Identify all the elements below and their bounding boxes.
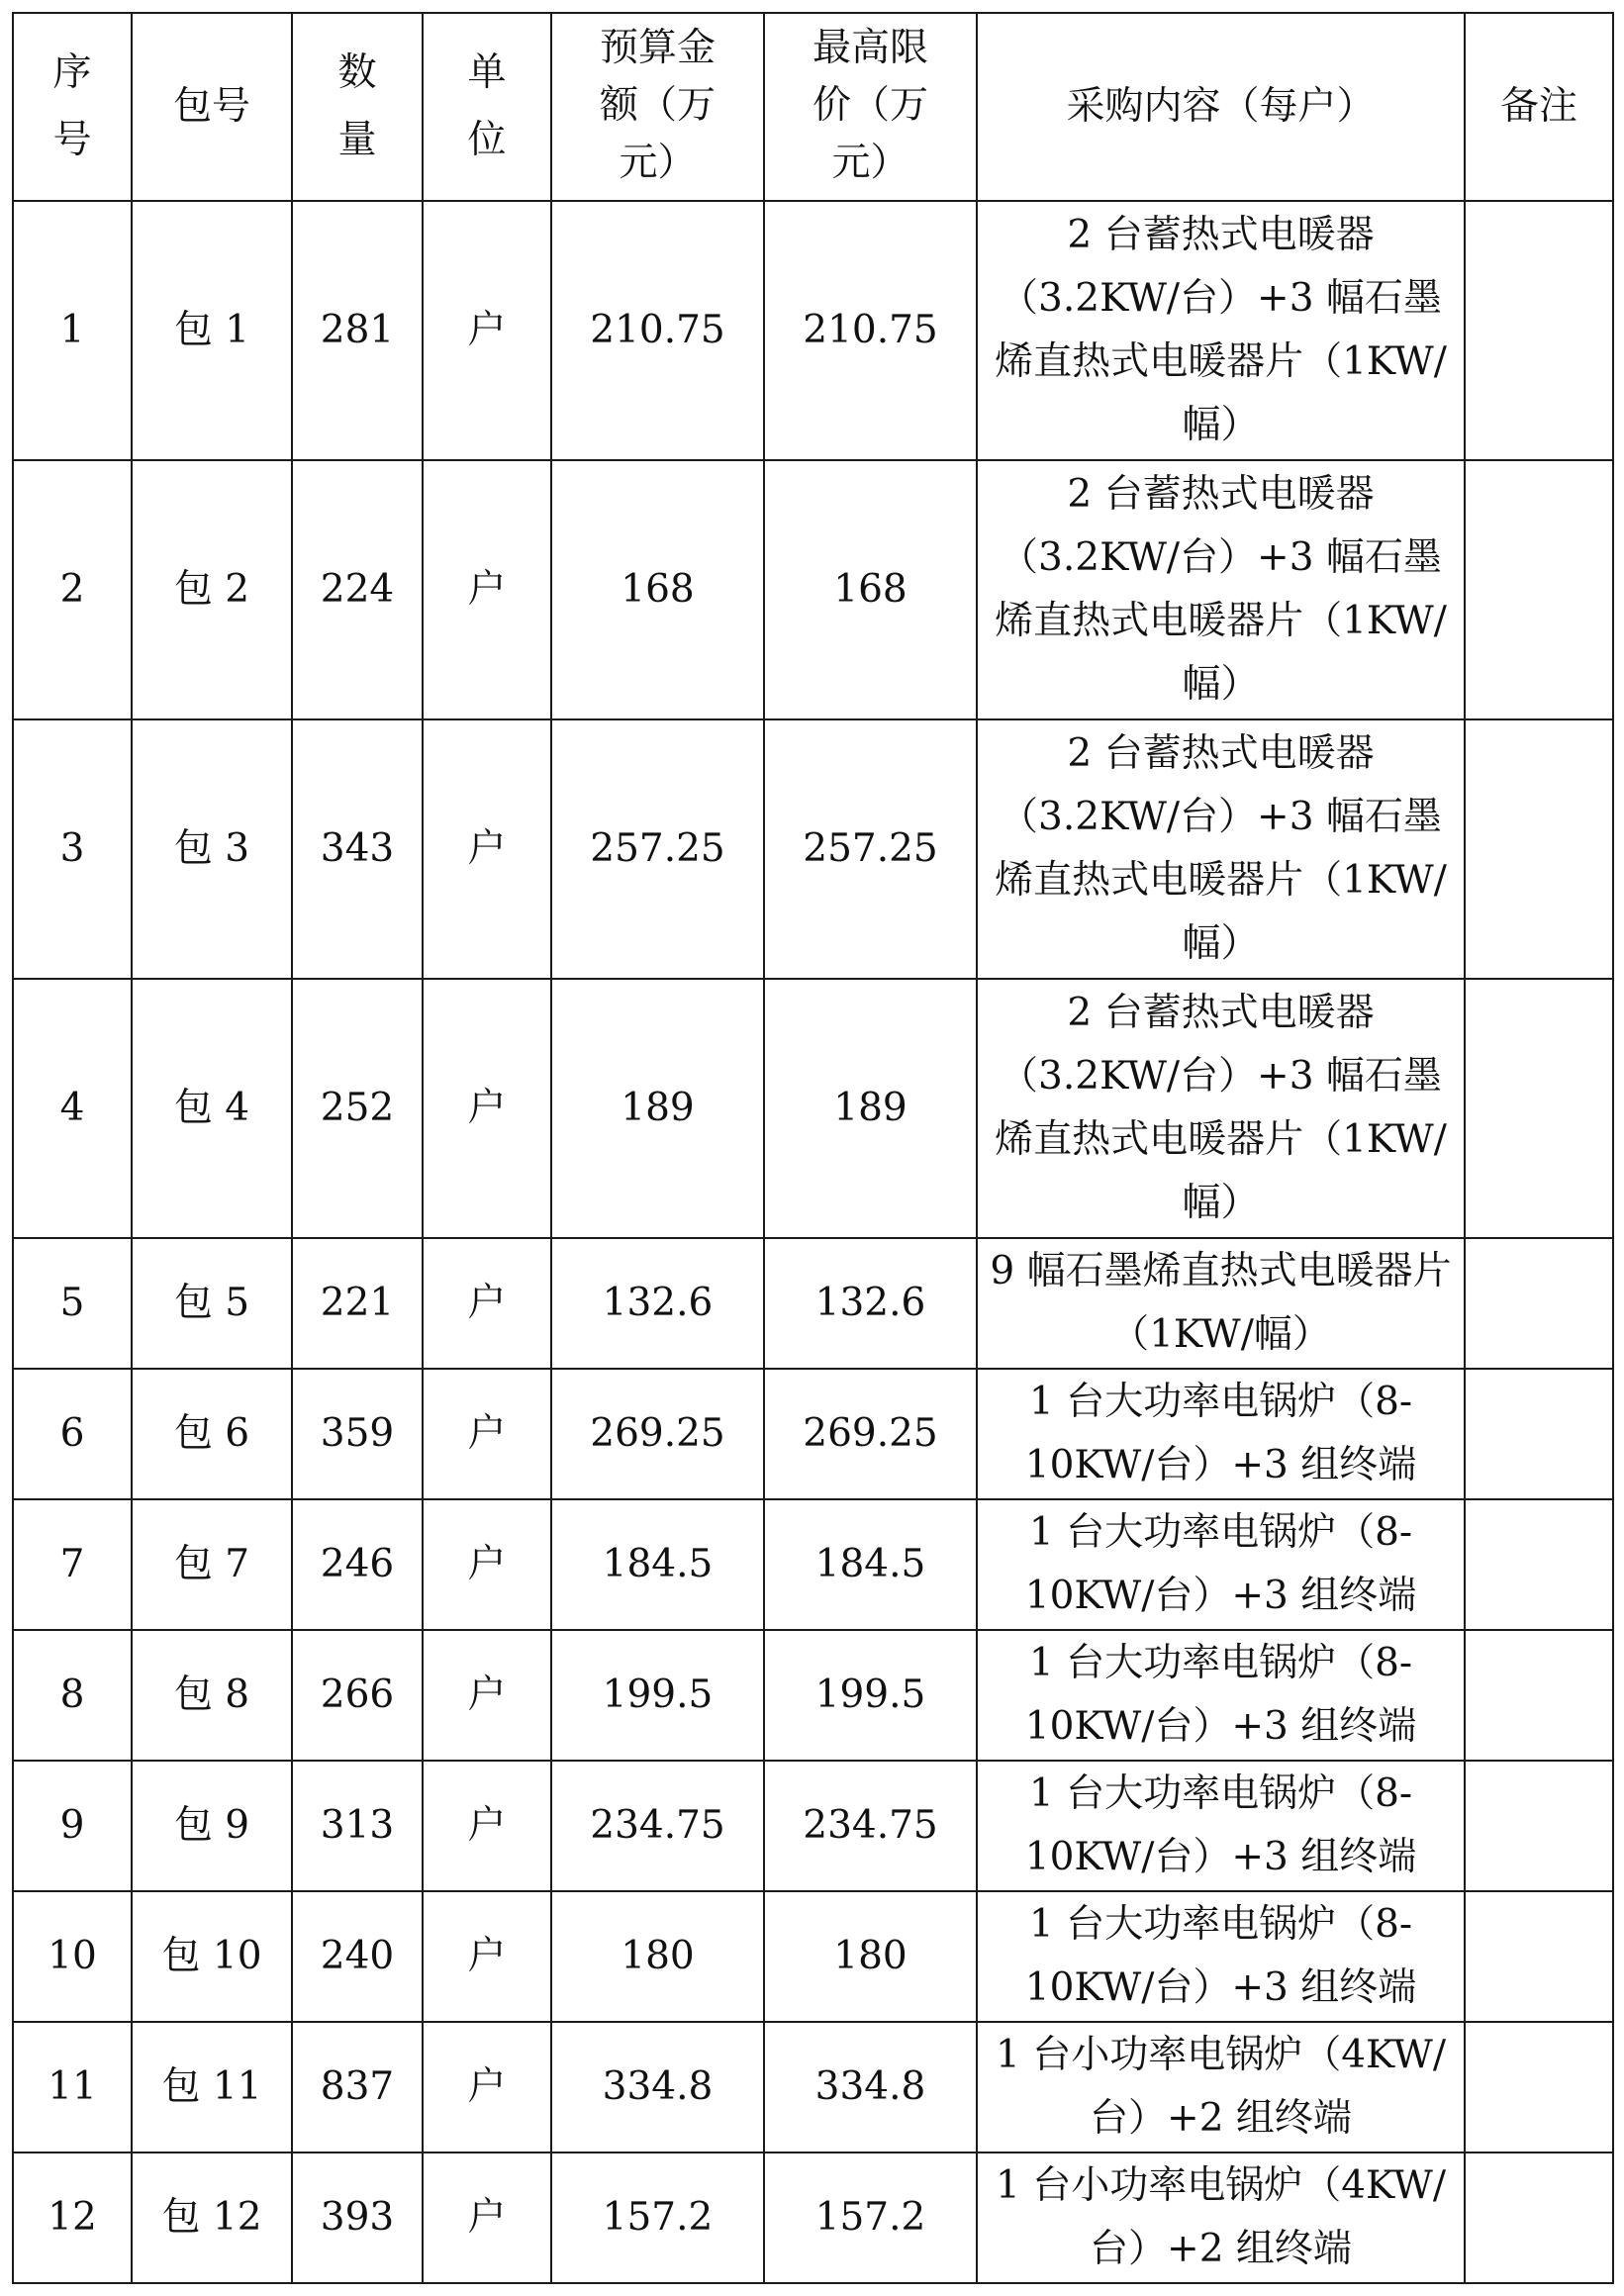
cell-package: 包 9 xyxy=(132,1761,292,1891)
cell-package: 包 7 xyxy=(132,1499,292,1630)
table-body xyxy=(13,201,1613,2283)
cell-quantity: 393 xyxy=(292,2152,423,2283)
cell-package: 包 4 xyxy=(132,979,292,1238)
cell-package: 包 6 xyxy=(132,1369,292,1499)
header-remarks: 备注 xyxy=(1465,13,1613,201)
cell-unit: 户 xyxy=(423,1761,551,1891)
cell-content: 9 幅石墨烯直热式电暖器片（1KW/幅） xyxy=(977,1238,1465,1369)
cell-package: 包 12 xyxy=(132,2152,292,2283)
table-row xyxy=(13,460,1613,719)
cell-max-price: 168 xyxy=(764,460,977,719)
cell-seq: 6 xyxy=(13,1369,132,1499)
cell-package: 包 3 xyxy=(132,719,292,979)
cell-quantity: 266 xyxy=(292,1630,423,1761)
table-row xyxy=(13,1761,1613,1891)
table-row xyxy=(13,201,1613,460)
cell-remarks xyxy=(1465,979,1613,1238)
header-quantity: 数量 xyxy=(292,13,423,201)
cell-content: 1 台小功率电锅炉（4KW/台）+2 组终端 xyxy=(977,2152,1465,2283)
cell-unit: 户 xyxy=(423,460,551,719)
cell-max-price: 210.75 xyxy=(764,201,977,460)
table-row xyxy=(13,1499,1613,1630)
cell-quantity: 343 xyxy=(292,719,423,979)
cell-quantity: 359 xyxy=(292,1369,423,1499)
cell-remarks xyxy=(1465,460,1613,719)
cell-budget: 168 xyxy=(551,460,764,719)
cell-seq: 5 xyxy=(13,1238,132,1369)
cell-quantity: 240 xyxy=(292,1891,423,2022)
header-budget: 预算金额（万元） xyxy=(551,13,764,201)
header-unit: 单位 xyxy=(423,13,551,201)
cell-remarks xyxy=(1465,2022,1613,2152)
cell-quantity: 281 xyxy=(292,201,423,460)
cell-seq: 4 xyxy=(13,979,132,1238)
cell-remarks xyxy=(1465,1238,1613,1369)
cell-budget: 189 xyxy=(551,979,764,1238)
cell-seq: 10 xyxy=(13,1891,132,2022)
cell-max-price: 334.8 xyxy=(764,2022,977,2152)
cell-content: 1 台大功率电锅炉（8-10KW/台）+3 组终端 xyxy=(977,1630,1465,1761)
cell-max-price: 199.5 xyxy=(764,1630,977,1761)
cell-content: 1 台大功率电锅炉（8-10KW/台）+3 组终端 xyxy=(977,1499,1465,1630)
cell-max-price: 184.5 xyxy=(764,1499,977,1630)
cell-max-price: 269.25 xyxy=(764,1369,977,1499)
table-row xyxy=(13,1238,1613,1369)
table-row xyxy=(13,1369,1613,1499)
cell-seq: 3 xyxy=(13,719,132,979)
cell-quantity: 313 xyxy=(292,1761,423,1891)
table-row xyxy=(13,2022,1613,2152)
cell-content: 1 台大功率电锅炉（8-10KW/台）+3 组终端 xyxy=(977,1761,1465,1891)
cell-package: 包 1 xyxy=(132,201,292,460)
cell-content: 1 台大功率电锅炉（8-10KW/台）+3 组终端 xyxy=(977,1891,1465,2022)
cell-remarks xyxy=(1465,201,1613,460)
cell-max-price: 234.75 xyxy=(764,1761,977,1891)
cell-unit: 户 xyxy=(423,2152,551,2283)
cell-quantity: 837 xyxy=(292,2022,423,2152)
procurement-table xyxy=(12,12,1614,2284)
cell-quantity: 224 xyxy=(292,460,423,719)
cell-budget: 234.75 xyxy=(551,1761,764,1891)
cell-remarks xyxy=(1465,1369,1613,1499)
cell-package: 包 11 xyxy=(132,2022,292,2152)
cell-content: 1 台大功率电锅炉（8-10KW/台）+3 组终端 xyxy=(977,1369,1465,1499)
cell-max-price: 132.6 xyxy=(764,1238,977,1369)
cell-package: 包 8 xyxy=(132,1630,292,1761)
cell-remarks xyxy=(1465,719,1613,979)
cell-budget: 184.5 xyxy=(551,1499,764,1630)
cell-budget: 157.2 xyxy=(551,2152,764,2283)
cell-unit: 户 xyxy=(423,719,551,979)
cell-content: 2 台蓄热式电暖器（3.2KW/台）+3 幅石墨烯直热式电暖器片（1KW/幅） xyxy=(977,201,1465,460)
cell-max-price: 157.2 xyxy=(764,2152,977,2283)
cell-content: 2 台蓄热式电暖器（3.2KW/台）+3 幅石墨烯直热式电暖器片（1KW/幅） xyxy=(977,719,1465,979)
table-row xyxy=(13,1891,1613,2022)
table-row xyxy=(13,979,1613,1238)
cell-quantity: 246 xyxy=(292,1499,423,1630)
header-row xyxy=(13,13,1613,201)
table-row xyxy=(13,719,1613,979)
cell-budget: 132.6 xyxy=(551,1238,764,1369)
cell-seq: 12 xyxy=(13,2152,132,2283)
cell-package: 包 2 xyxy=(132,460,292,719)
cell-budget: 269.25 xyxy=(551,1369,764,1499)
cell-unit: 户 xyxy=(423,201,551,460)
cell-unit: 户 xyxy=(423,1238,551,1369)
cell-remarks xyxy=(1465,1761,1613,1891)
header-package: 包号 xyxy=(132,13,292,201)
cell-unit: 户 xyxy=(423,1891,551,2022)
table-row xyxy=(13,1630,1613,1761)
cell-budget: 180 xyxy=(551,1891,764,2022)
cell-remarks xyxy=(1465,1891,1613,2022)
cell-package: 包 5 xyxy=(132,1238,292,1369)
table-header xyxy=(13,13,1613,201)
cell-unit: 户 xyxy=(423,979,551,1238)
cell-content: 2 台蓄热式电暖器（3.2KW/台）+3 幅石墨烯直热式电暖器片（1KW/幅） xyxy=(977,460,1465,719)
cell-budget: 334.8 xyxy=(551,2022,764,2152)
cell-unit: 户 xyxy=(423,1369,551,1499)
cell-unit: 户 xyxy=(423,1499,551,1630)
table-row xyxy=(13,2152,1613,2283)
cell-seq: 9 xyxy=(13,1761,132,1891)
header-seq: 序号 xyxy=(13,13,132,201)
cell-seq: 11 xyxy=(13,2022,132,2152)
cell-seq: 7 xyxy=(13,1499,132,1630)
cell-remarks xyxy=(1465,1630,1613,1761)
cell-budget: 199.5 xyxy=(551,1630,764,1761)
cell-budget: 257.25 xyxy=(551,719,764,979)
cell-content: 2 台蓄热式电暖器（3.2KW/台）+3 幅石墨烯直热式电暖器片（1KW/幅） xyxy=(977,979,1465,1238)
cell-quantity: 221 xyxy=(292,1238,423,1369)
cell-max-price: 189 xyxy=(764,979,977,1238)
cell-budget: 210.75 xyxy=(551,201,764,460)
cell-unit: 户 xyxy=(423,1630,551,1761)
header-max-price: 最高限价（万元） xyxy=(764,13,977,201)
cell-seq: 8 xyxy=(13,1630,132,1761)
cell-unit: 户 xyxy=(423,2022,551,2152)
cell-remarks xyxy=(1465,1499,1613,1630)
cell-quantity: 252 xyxy=(292,979,423,1238)
cell-content: 1 台小功率电锅炉（4KW/台）+2 组终端 xyxy=(977,2022,1465,2152)
cell-package: 包 10 xyxy=(132,1891,292,2022)
header-content: 采购内容（每户） xyxy=(977,13,1465,201)
cell-max-price: 257.25 xyxy=(764,719,977,979)
cell-seq: 2 xyxy=(13,460,132,719)
cell-remarks xyxy=(1465,2152,1613,2283)
cell-seq: 1 xyxy=(13,201,132,460)
cell-max-price: 180 xyxy=(764,1891,977,2022)
